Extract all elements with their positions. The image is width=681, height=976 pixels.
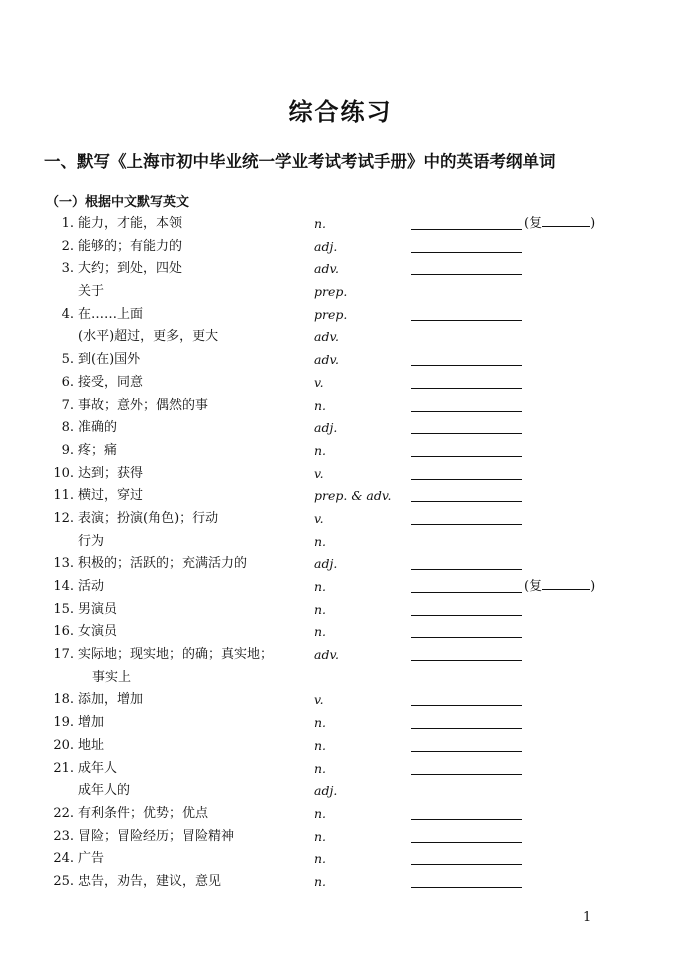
- answer-blank: [411, 728, 522, 729]
- answer-blank: [411, 819, 522, 820]
- part-of-speech: n.: [314, 533, 327, 549]
- part-of-speech: adv.: [314, 352, 340, 368]
- chinese-meaning: 积极的；活跃的；充满活力的: [78, 556, 248, 572]
- sub-heading: （一）根据中文默写英文: [46, 195, 190, 210]
- part-of-speech: n.: [314, 873, 327, 889]
- answer-blank: [411, 479, 522, 480]
- item-number: 11.: [53, 488, 74, 504]
- part-of-speech: adv.: [314, 261, 340, 277]
- item-number: 23.: [53, 828, 74, 844]
- vocab-row: [0, 508, 681, 531]
- chinese-meaning: 男演员: [78, 601, 118, 617]
- answer-blank: [411, 569, 522, 570]
- chinese-meaning: 能够的；有能力的: [78, 238, 183, 254]
- part-of-speech: adv.: [314, 329, 340, 345]
- vocab-row: [0, 417, 681, 440]
- vocab-row: [0, 213, 681, 236]
- chinese-meaning: (水平)超过，更多，更大: [78, 329, 219, 345]
- answer-blank: [411, 274, 522, 275]
- chinese-meaning: 忠告，劝告，建议，意见: [78, 873, 222, 889]
- vocab-row: [0, 531, 681, 554]
- vocab-row: [0, 826, 681, 849]
- item-number: 22.: [53, 805, 74, 821]
- vocab-row: [0, 281, 681, 304]
- part-of-speech: n.: [314, 715, 327, 731]
- part-of-speech: v.: [314, 465, 324, 481]
- answer-blank: [411, 229, 522, 230]
- answer-blank: [411, 864, 522, 865]
- answer-blank: [411, 388, 522, 389]
- chinese-meaning: 事故；意外；偶然的事: [78, 397, 209, 413]
- part-of-speech: n.: [314, 216, 327, 231]
- plural-bracket: [524, 576, 595, 599]
- item-number: 15.: [53, 601, 74, 617]
- part-of-speech: n.: [314, 579, 327, 594]
- answer-blank: [411, 524, 522, 525]
- part-of-speech: n.: [314, 601, 327, 617]
- part-of-speech: adj.: [314, 420, 338, 436]
- item-number: 20.: [53, 737, 74, 753]
- item-number: 4.: [61, 306, 74, 322]
- chinese-meaning: 成年人的: [78, 783, 131, 799]
- part-of-speech: n.: [314, 442, 327, 458]
- item-number: 13.: [53, 556, 74, 572]
- chinese-meaning: 有利条件；优势；优点: [78, 805, 209, 821]
- plural-blank: [542, 213, 590, 227]
- vocab-row: [0, 689, 681, 712]
- item-number: 14.: [53, 579, 74, 594]
- part-of-speech: adj.: [314, 238, 338, 254]
- chinese-meaning: 能力，才能，本领: [78, 216, 183, 231]
- item-number: 18.: [53, 692, 74, 708]
- chinese-meaning: 横过，穿过: [78, 488, 144, 504]
- plural-blank: [542, 576, 590, 590]
- item-number: 7.: [61, 397, 74, 413]
- part-of-speech: n.: [314, 397, 327, 413]
- chinese-meaning: 广告: [78, 851, 105, 867]
- part-of-speech: adj.: [314, 783, 338, 799]
- answer-blank: [411, 365, 522, 366]
- vocab-row: [0, 463, 681, 486]
- part-of-speech: n.: [314, 828, 327, 844]
- item-number: 10.: [53, 465, 74, 481]
- part-of-speech: n.: [314, 851, 327, 867]
- item-number: 2.: [61, 238, 74, 254]
- answer-blank: [411, 842, 522, 843]
- part-of-speech: n.: [314, 624, 327, 640]
- chinese-meaning: 准确的: [78, 420, 118, 436]
- chinese-meaning: 冒险；冒险经历；冒险精神: [78, 828, 235, 844]
- vocab-row: [0, 372, 681, 395]
- item-number: 17.: [53, 647, 74, 663]
- part-of-speech: prep. & adv.: [314, 488, 392, 504]
- part-of-speech: n.: [314, 805, 327, 821]
- answer-blank: [411, 320, 522, 321]
- vocab-row: [0, 848, 681, 871]
- item-number: 21.: [53, 760, 74, 776]
- part-of-speech: v.: [314, 692, 324, 708]
- answer-blank: [411, 411, 522, 412]
- plural-bracket-label: (复: [524, 579, 543, 594]
- part-of-speech: n.: [314, 760, 327, 776]
- chinese-meaning: 添加，增加: [78, 692, 144, 708]
- plural-bracket-close: ): [590, 579, 596, 594]
- part-of-speech: adv.: [314, 647, 340, 663]
- chinese-meaning: 关于: [78, 284, 105, 300]
- section-heading: 一、默写《上海市初中毕业统一学业考试考试手册》中的英语考纲单词: [44, 152, 556, 171]
- answer-blank: [411, 751, 522, 752]
- answer-blank: [411, 252, 522, 253]
- vocab-row: [0, 349, 681, 372]
- vocab-row: [0, 258, 681, 281]
- answer-blank: [411, 433, 522, 434]
- item-number: 9.: [61, 442, 74, 458]
- answer-blank: [411, 615, 522, 616]
- part-of-speech: v.: [314, 510, 324, 526]
- part-of-speech: n.: [314, 737, 327, 753]
- chinese-meaning: 成年人: [78, 760, 118, 776]
- vocab-row: [0, 644, 681, 667]
- item-number: 16.: [53, 624, 74, 640]
- chinese-meaning: 表演；扮演(角色)；行动: [78, 510, 219, 526]
- answer-blank: [411, 637, 522, 638]
- part-of-speech: v.: [314, 374, 324, 390]
- chinese-meaning: 活动: [78, 579, 105, 594]
- answer-blank: [411, 660, 522, 661]
- vocab-row: [0, 621, 681, 644]
- chinese-meaning: 疼；痛: [78, 442, 118, 458]
- chinese-meaning: 事实上: [92, 669, 132, 685]
- plural-bracket: [524, 213, 595, 236]
- vocab-row: [0, 599, 681, 622]
- vocab-row: [0, 304, 681, 327]
- chinese-meaning: 行为: [78, 533, 105, 549]
- item-number: 5.: [61, 352, 74, 368]
- item-number: 8.: [61, 420, 74, 436]
- vocab-row: [0, 576, 681, 599]
- plural-bracket-label: (复: [524, 216, 543, 231]
- chinese-meaning: 接受，同意: [78, 374, 144, 390]
- vocab-row: [0, 326, 681, 349]
- answer-blank: [411, 705, 522, 706]
- answer-blank: [411, 887, 522, 888]
- chinese-meaning: 到(在)国外: [78, 352, 141, 368]
- item-number: 12.: [53, 510, 74, 526]
- part-of-speech: prep.: [314, 284, 348, 300]
- vocab-row: [0, 871, 681, 894]
- item-number: 24.: [53, 851, 74, 867]
- vocab-row: [0, 553, 681, 576]
- item-number: 3.: [61, 261, 74, 277]
- answer-blank: [411, 592, 522, 593]
- answer-blank: [411, 501, 522, 502]
- chinese-meaning: 女演员: [78, 624, 118, 640]
- plural-bracket-close: ): [590, 216, 596, 231]
- vocab-row: [0, 236, 681, 259]
- vocab-row: [0, 485, 681, 508]
- part-of-speech: adj.: [314, 556, 338, 572]
- page-number: 1: [583, 910, 592, 925]
- vocab-row: [0, 758, 681, 781]
- chinese-meaning: 大约；到处，四处: [78, 261, 183, 277]
- chinese-meaning: 实际地；现实地；的确；真实地；: [78, 647, 274, 663]
- vocab-row: [0, 803, 681, 826]
- vocab-row: [0, 440, 681, 463]
- chinese-meaning: 达到；获得: [78, 465, 144, 481]
- answer-blank: [411, 456, 522, 457]
- vocab-row: [0, 395, 681, 418]
- page-title: 综合练习: [288, 97, 393, 126]
- chinese-meaning: 地址: [78, 737, 105, 753]
- item-number: 25.: [53, 873, 74, 889]
- vocab-list: [0, 213, 681, 894]
- part-of-speech: prep.: [314, 306, 348, 322]
- vocab-row: [0, 667, 681, 690]
- chinese-meaning: 在……上面: [78, 306, 144, 322]
- item-number: 1.: [61, 216, 74, 231]
- item-number: 6.: [61, 374, 74, 390]
- item-number: 19.: [53, 715, 74, 731]
- vocab-row: [0, 780, 681, 803]
- answer-blank: [411, 774, 522, 775]
- vocab-row: [0, 712, 681, 735]
- chinese-meaning: 增加: [78, 715, 105, 731]
- vocab-row: [0, 735, 681, 758]
